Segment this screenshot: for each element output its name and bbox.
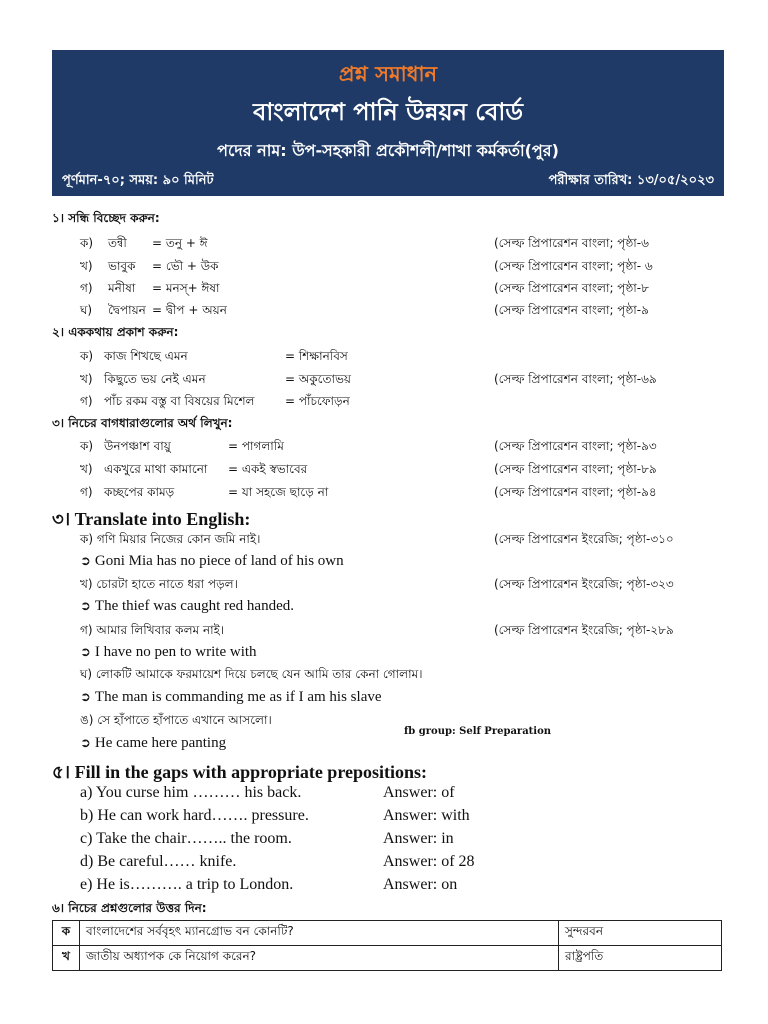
row-source: (সেল্ফ প্রিপারেশন ইংরেজি; পৃষ্ঠা-৩১০ xyxy=(494,532,674,546)
item-bangla: ক) গণি মিয়ার নিজের কোন জমি নাই। xyxy=(80,532,261,546)
q2-row xyxy=(80,371,730,393)
row-label: খ) xyxy=(80,372,93,386)
row-label: ঘ) xyxy=(80,303,93,317)
table-row xyxy=(53,921,722,946)
row-key: খ xyxy=(53,946,80,971)
q3-title: ৩। নিচের বাগধারাগুলোর অর্থ লিখুন: xyxy=(52,416,233,430)
row-answer: = অকুতোভয় xyxy=(285,372,351,386)
row-source: (সেল্ফ প্রিপারেশন ইংরেজি; পৃষ্ঠা-২৮৯ xyxy=(494,623,674,637)
q2-row xyxy=(80,348,730,370)
row-answer: = তনু + ঈ xyxy=(152,236,208,250)
row-word: উনপঞ্চাশ বায়ু xyxy=(104,439,171,453)
header-banner xyxy=(52,50,724,196)
header-marks: পূর্ণমান-৭০; সময়: ৯০ মিনিট xyxy=(62,173,214,188)
row-source: (সেল্ফ প্রিপারেশন বাংলা; পৃষ্ঠা-৮ xyxy=(494,281,649,295)
row-answer: = ভৌ + উক xyxy=(152,259,219,273)
q5-title: ৫। Fill in the gaps with appropriate prepositions: xyxy=(52,762,427,782)
row-word: একখুরে মাথা কামানো xyxy=(104,462,208,476)
q4-answer xyxy=(80,598,294,615)
q1-title: ১। সন্ধি বিচ্ছেদ করুন: xyxy=(52,211,160,225)
q5-item xyxy=(80,784,680,802)
q4-answer xyxy=(80,689,382,706)
fb-group-credit: fb group: Self Preparation xyxy=(404,726,552,737)
row-answer: = পাগলামি xyxy=(228,439,284,453)
row-label: খ) xyxy=(80,462,93,476)
gap-question: a) You curse him ……… his back. xyxy=(80,784,302,801)
header-post: পদের নাম: উপ-সহকারী প্রকৌশলী/শাখা কর্মকর্তা(পুর) xyxy=(217,141,559,160)
row-word: ভাবুক xyxy=(108,259,136,273)
q1-row xyxy=(80,280,730,302)
row-source: (সেল্ফ প্রিপারেশন বাংলা; পৃষ্ঠা-৯৪ xyxy=(494,485,657,499)
header-subtitle: প্রশ্ন সমাধান xyxy=(338,62,438,86)
row-answer: = শিক্ষানবিস xyxy=(285,349,348,363)
row-source: (সেল্ফ প্রিপারেশন বাংলা; পৃষ্ঠা-৬ xyxy=(494,236,649,250)
q4-answer xyxy=(80,644,257,661)
q1-row xyxy=(80,258,730,280)
q3-row xyxy=(80,461,730,483)
gap-question: c) Take the chair…….. the room. xyxy=(80,830,292,847)
q4-item xyxy=(80,622,730,644)
q5-item xyxy=(80,876,680,894)
item-bangla: খ) চোরটা হাতে নাতে ধরা পড়ল। xyxy=(80,577,238,591)
header-date: পরীক্ষার তারিখ: ১৩/০৫/২০২৩ xyxy=(548,173,714,188)
row-word: মনীষা xyxy=(108,281,136,295)
row-label: ক) xyxy=(80,349,94,363)
gap-answer: Answer: of xyxy=(383,784,455,801)
gap-question: e) He is………. a trip to London. xyxy=(80,876,294,893)
row-answer: = পাঁচফোড়ন xyxy=(285,394,350,408)
arrow-icon: ➲ xyxy=(80,645,91,660)
q6-title: ৬। নিচের প্রশ্নগুলোর উত্তর দিন: xyxy=(52,901,207,915)
row-source: (সেল্ফ প্রিপারেশন বাংলা; পৃষ্ঠা-৯ xyxy=(494,303,649,317)
q2-title: ২। এককথায় প্রকাশ করুন: xyxy=(52,325,179,339)
row-label: ক) xyxy=(80,439,94,453)
q4-item xyxy=(80,576,730,598)
arrow-icon: ➲ xyxy=(80,554,91,569)
header-title: বাংলাদেশ পানি উন্নয়ন বোর্ড xyxy=(252,98,524,126)
q1-row xyxy=(80,302,730,324)
row-answer: = দ্বীপ + অয়ন xyxy=(152,303,227,317)
answer-english: I have no pen to write with xyxy=(94,644,257,660)
q5-item xyxy=(80,807,680,825)
q3-row xyxy=(80,438,730,460)
row-answer: = মনস্+ ঈষা xyxy=(152,281,220,295)
row-word: দ্বৈপায়ন xyxy=(108,303,146,317)
q4-answer xyxy=(80,553,344,570)
row-answer: = যা সহজে ছাড়ে না xyxy=(228,485,329,499)
row-source: (সেল্ফ প্রিপারেশন ইংরেজি; পৃষ্ঠা-৩২৩ xyxy=(494,577,674,591)
row-source: (সেল্ফ প্রিপারেশন বাংলা; পৃষ্ঠা-৮৯ xyxy=(494,462,657,476)
row-answer: সুন্দরবন xyxy=(559,921,722,946)
answer-english: Goni Mia has no piece of land of his own xyxy=(94,553,344,569)
q3-row xyxy=(80,484,730,506)
item-bangla: ঘ) লোকটি আমাকে ফরমায়েশ দিয়ে চলছে যেন আমি তার কেনা গোলাম। xyxy=(80,667,423,681)
item-bangla: গ) আমার লিখিবার কলম নাই। xyxy=(80,623,225,637)
row-label: গ) xyxy=(80,281,93,295)
row-word: কচ্ছপের কামড় xyxy=(104,485,175,499)
gap-answer: Answer: in xyxy=(383,830,454,847)
gap-answer: Answer: of 28 xyxy=(383,853,475,870)
q4-item xyxy=(80,666,730,688)
row-label: ক) xyxy=(80,236,94,250)
row-word: পাঁচ রকম বস্তু বা বিষয়ের মিশেল xyxy=(104,394,255,408)
gap-answer: Answer: on xyxy=(383,876,458,893)
row-question: জাতীয় অধ্যাপক কে নিয়োগ করেন? xyxy=(80,946,559,971)
item-bangla: ঙ) সে হাঁপাতে হাঁপাতে এখানে আসলো। xyxy=(80,713,272,727)
table-row xyxy=(53,946,722,971)
row-key: ক xyxy=(53,921,80,946)
row-label: খ) xyxy=(80,259,93,273)
answer-english: The man is commanding me as if I am his slave xyxy=(94,689,382,705)
row-word: কাজ শিখছে এমন xyxy=(104,349,188,363)
gap-question: d) Be careful…… knife. xyxy=(80,853,237,870)
q2-row xyxy=(80,393,730,415)
q5-item xyxy=(80,853,680,871)
row-label: গ) xyxy=(80,394,93,408)
row-source: (সেল্ফ প্রিপারেশন বাংলা; পৃষ্ঠা-৯৩ xyxy=(494,439,657,453)
gap-answer: Answer: with xyxy=(383,807,470,824)
arrow-icon: ➲ xyxy=(80,690,91,705)
q4-item xyxy=(80,531,730,553)
answer-english: The thief was caught red handed. xyxy=(94,598,294,614)
row-source: (সেল্ফ প্রিপারেশন বাংলা; পৃষ্ঠা-৬৯ xyxy=(494,372,657,386)
q4-title: ৩। Translate into English: xyxy=(52,509,251,529)
row-word: কিছুতে ভয় নেই এমন xyxy=(104,372,206,386)
arrow-icon: ➲ xyxy=(80,599,91,614)
row-answer: = একই স্বভাবের xyxy=(228,462,308,476)
q6-table xyxy=(52,920,722,971)
row-answer: রাষ্ট্রপতি xyxy=(559,946,722,971)
q5-item xyxy=(80,830,680,848)
q4-answer xyxy=(80,735,226,752)
answer-english: He came here panting xyxy=(94,735,227,751)
row-label: গ) xyxy=(80,485,93,499)
q1-row xyxy=(80,235,730,257)
row-question: বাংলাদেশের সর্ববৃহৎ ম্যানগ্রোভ বন কোনটি? xyxy=(80,921,559,946)
gap-question: b) He can work hard……. pressure. xyxy=(80,807,309,824)
row-word: তন্বী xyxy=(108,236,127,250)
arrow-icon: ➲ xyxy=(80,736,91,751)
row-source: (সেল্ফ প্রিপারেশন বাংলা; পৃষ্ঠা- ৬ xyxy=(494,259,653,273)
